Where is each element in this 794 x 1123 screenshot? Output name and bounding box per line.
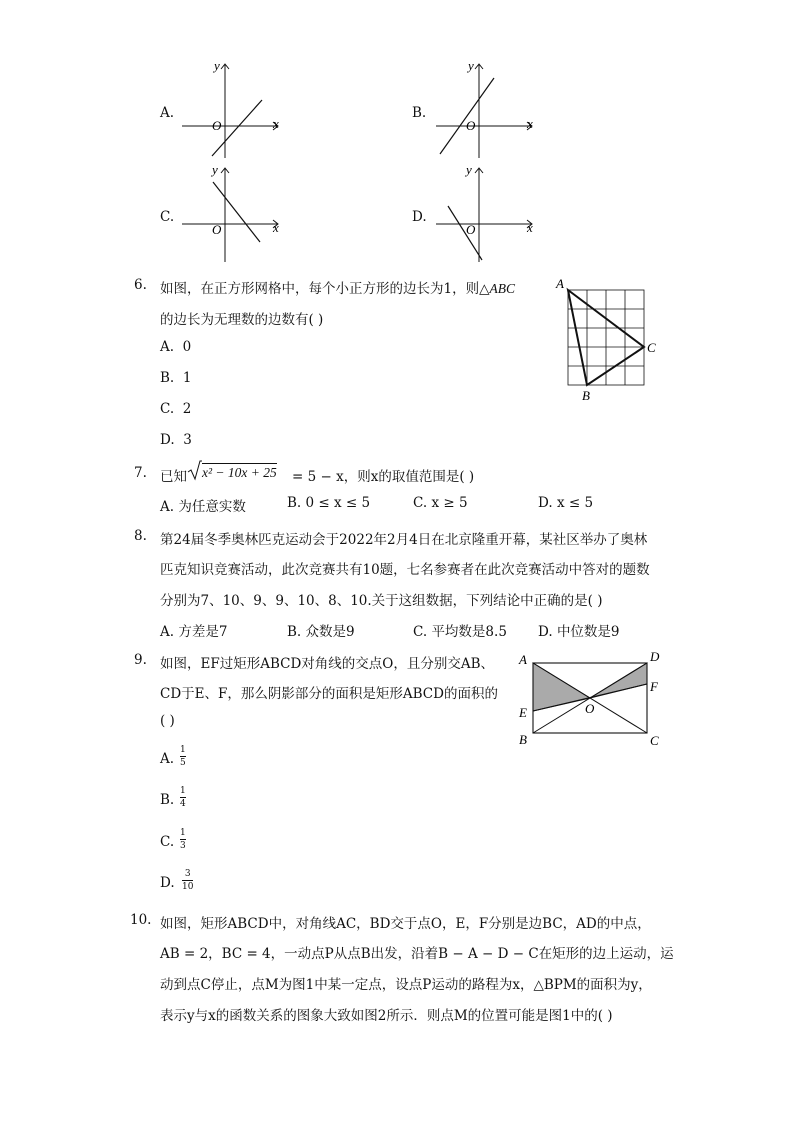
option-b-fraction: 1 4 xyxy=(180,786,186,809)
question-text: 分别为7、10、9、9、10、8、10.关于这组数据，下列结论中正确的是( ) xyxy=(160,593,603,609)
question-text: CD于E、F，那么阴影部分的面积是矩形ABCD的面积的 xyxy=(160,686,498,702)
option-b: B. 众数是9 xyxy=(287,624,355,640)
vertex-c-label: C xyxy=(650,733,659,748)
grid-triangle-figure xyxy=(552,278,662,403)
x-axis-label: x xyxy=(273,220,279,235)
x-axis-label: x xyxy=(273,116,279,131)
graph-a xyxy=(178,60,298,160)
radicand: x² − 10x + 25 xyxy=(202,465,277,480)
option-letter: D. xyxy=(412,209,427,225)
question-text: 的边长为无理数的边数有( ) xyxy=(160,312,324,328)
option-d: D. 3 xyxy=(160,432,192,448)
option-letter: C. xyxy=(160,209,175,225)
option-c-fraction: 1 3 xyxy=(180,828,186,851)
option-a: A. 0 xyxy=(160,339,192,355)
y-axis-label: y xyxy=(468,58,474,73)
vertex-d-label: D xyxy=(650,649,660,664)
graph-b xyxy=(432,60,552,160)
origin-label: O xyxy=(466,222,476,237)
option-a-fraction: 1 5 xyxy=(180,745,186,768)
y-axis-label: y xyxy=(214,58,220,73)
question-number: 6. xyxy=(134,277,147,293)
question-text: 如图，EF过矩形ABCD对角线的交点O，且分别交AB、 xyxy=(160,656,495,672)
question-text: 匹克知识竞赛活动，此次竞赛共有10题，七名参赛者在此次竞赛活动中答对的题数 xyxy=(160,562,650,578)
question-text: 第24届冬季奥林匹克运动会于2022年2月4日在北京隆重开幕，某社区举办了奥林 xyxy=(160,532,648,548)
question-text: 已知 xyxy=(160,469,187,485)
option-letter: A. xyxy=(160,105,175,121)
question-number: 7. xyxy=(134,465,147,481)
vertex-b-label: B xyxy=(519,732,527,747)
vertex-c-label: C xyxy=(647,340,656,355)
option-d: D. 中位数是9 xyxy=(538,624,620,640)
point-f-label: F xyxy=(650,679,658,694)
radical-sign xyxy=(188,460,202,480)
graph-c xyxy=(178,164,298,264)
question-number: 8. xyxy=(134,528,147,544)
question-text: = 5 − x，则x的取值范围是( ) xyxy=(292,469,475,485)
rectangle-shaded-figure xyxy=(514,648,674,748)
question-text: AB = 2，BC = 4，一动点P从点B出发，沿着B − A − D − C在矩形的边上运动，运 xyxy=(160,946,674,962)
question-number: 9. xyxy=(134,652,147,668)
point-o-label: O xyxy=(585,701,595,716)
option-c: C. x ≥ 5 xyxy=(413,495,468,511)
option-a: A. 为任意实数 xyxy=(160,499,246,515)
option-b: B. 1 xyxy=(160,370,192,386)
question-text: 如图，在正方形网格中，每个小正方形的边长为1，则△ABC xyxy=(160,281,515,297)
option-letter: D. xyxy=(160,875,175,891)
x-axis-label: x xyxy=(527,220,533,235)
origin-label: O xyxy=(212,222,222,237)
option-c: C. 2 xyxy=(160,401,192,417)
option-letter: B. xyxy=(412,105,427,121)
option-d-fraction: 3 10 xyxy=(182,869,194,892)
question-text: 如图，矩形ABCD中，对角线AC，BD交于点O，E，F分别是边BC，AD的中点， xyxy=(160,916,651,932)
point-e-label: E xyxy=(519,705,527,720)
question-text: ( ) xyxy=(160,713,175,729)
option-d: D. x ≤ 5 xyxy=(538,495,594,511)
question-text: 动到点C停止，点M为图1中某一定点，设点P运动的路程为x，△BPM的面积为y， xyxy=(160,977,652,993)
option-a: A. 方差是7 xyxy=(160,624,228,640)
y-axis-label: y xyxy=(212,162,218,177)
vertex-a-label: A xyxy=(519,652,527,667)
option-letter: B. xyxy=(160,792,175,808)
option-letter: C. xyxy=(160,834,175,850)
origin-label: O xyxy=(466,118,476,133)
option-letter: A. xyxy=(160,751,175,767)
option-c: C. 平均数是8.5 xyxy=(413,624,507,640)
question-number: 10. xyxy=(130,912,152,928)
vertex-b-label: B xyxy=(582,388,590,403)
graph-d xyxy=(432,164,552,264)
option-b: B. 0 ≤ x ≤ 5 xyxy=(287,495,371,511)
origin-label: O xyxy=(212,118,222,133)
question-text: 表示y与x的函数关系的图象大致如图2所示．则点M的位置可能是图1中的( ) xyxy=(160,1008,613,1024)
vertex-a-label: A xyxy=(556,276,564,291)
x-axis-label: x xyxy=(527,116,533,131)
y-axis-label: y xyxy=(466,162,472,177)
